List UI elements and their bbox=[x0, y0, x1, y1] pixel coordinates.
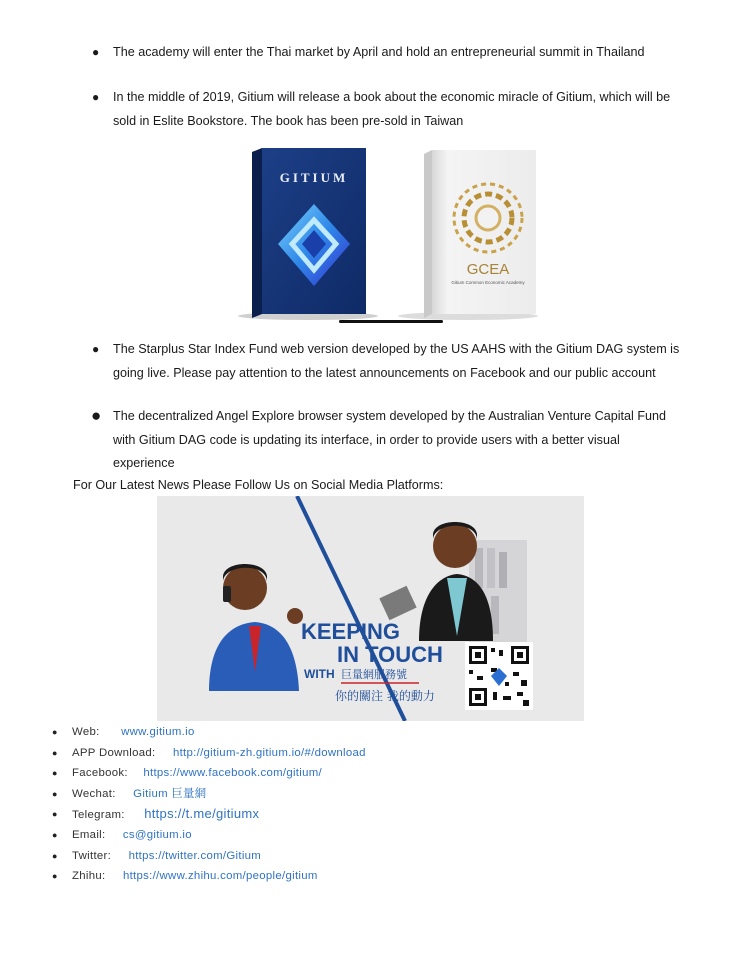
bullet-dot-icon: ● bbox=[52, 809, 58, 820]
bullet-text: The academy will enter the Thai market by April and hold an entrepreneurial summit in Thailand bbox=[113, 45, 645, 59]
link-item-twitter bbox=[52, 846, 366, 867]
bullet-item-thai-market bbox=[92, 41, 682, 65]
bullet-dot-icon: ● bbox=[92, 45, 100, 59]
web-link[interactable]: www.gitium.io bbox=[121, 726, 195, 738]
bullet-item-book-release bbox=[92, 86, 682, 133]
bullet-item-angel-explore bbox=[92, 405, 682, 476]
blue-book-title: GITIUM bbox=[279, 170, 349, 185]
social-links-list bbox=[52, 722, 366, 887]
banner-with: WITH bbox=[304, 667, 335, 681]
banner-line1: KEEPING bbox=[301, 619, 401, 644]
link-item-zhihu bbox=[52, 866, 366, 887]
qr-code-icon bbox=[465, 642, 533, 710]
bullet-text: In the middle of 2019, Gitium will release a book about the economic miracle of Gitium, which will be sold in Eslite Bookstore. The book has been pre-sold in Taiwan bbox=[113, 90, 671, 128]
link-item-wechat bbox=[52, 784, 366, 805]
follow-heading: For Our Latest News Please Follow Us on Social Media Platforms: bbox=[73, 478, 444, 492]
twitter-link[interactable]: https://twitter.com/Gitium bbox=[128, 849, 262, 862]
bullet-dot-icon: ● bbox=[52, 829, 58, 840]
bullet-dot-icon: ● bbox=[52, 768, 58, 779]
link-label: Zhihu: bbox=[72, 870, 106, 883]
email-link[interactable]: cs@gitium.io bbox=[122, 828, 192, 841]
gcea-subtitle: Gitium Common Economic Academy bbox=[451, 280, 525, 285]
facebook-link[interactable]: https://www.facebook.com/gitium/ bbox=[143, 767, 322, 780]
link-item-telegram bbox=[52, 804, 366, 825]
bullet-dot-icon: ● bbox=[92, 342, 100, 356]
bullet-text: The decentralized Angel Explore browser system developed by the Australian Venture Capital Fund with Gitium DAG code is updating its interface, in order to provide users with a better visual experience bbox=[113, 409, 667, 470]
gcea-book bbox=[424, 150, 536, 318]
banner-slogan: 你的關注 我的動力 bbox=[335, 689, 435, 703]
link-label: Twitter: bbox=[72, 849, 112, 862]
bullet-text: The Starplus Star Index Fund web version developed by the US AAHS with the Gitium DAG system is going live. Please pay attention to the latest announcements on Facebook and our public account bbox=[113, 342, 680, 380]
app-download-link[interactable]: http://gitium-zh.gitium.io/#/download bbox=[172, 746, 366, 759]
bullet-dot-icon: ● bbox=[52, 788, 58, 799]
telegram-link[interactable]: https://t.me/gitiumx bbox=[144, 806, 260, 822]
wechat-link[interactable]: Gitium 巨量網 bbox=[133, 787, 207, 800]
bullet-item-starplus bbox=[92, 338, 682, 385]
books-image bbox=[238, 146, 548, 328]
image-divider bbox=[339, 320, 443, 323]
banner-with-cn: 巨量網服務號 bbox=[341, 668, 407, 681]
bullet-dot-icon: ● bbox=[52, 747, 58, 758]
gcea-logo-text: GCEA bbox=[466, 261, 510, 278]
bullet-dot-icon: ● bbox=[91, 406, 102, 425]
link-label: APP Download: bbox=[72, 746, 156, 759]
banner-line2: IN TOUCH bbox=[337, 642, 443, 667]
bullet-dot-icon: ● bbox=[52, 871, 58, 882]
link-label: Email: bbox=[72, 828, 106, 841]
gitium-book bbox=[252, 148, 366, 318]
link-item-facebook bbox=[52, 763, 366, 784]
bullet-dot-icon: ● bbox=[52, 727, 58, 737]
link-label: Web: bbox=[72, 726, 100, 738]
link-item-app bbox=[52, 743, 366, 764]
link-label: Telegram: bbox=[72, 809, 125, 822]
zhihu-link[interactable]: https://www.zhihu.com/people/gitium bbox=[122, 870, 318, 883]
keeping-in-touch-banner bbox=[157, 496, 584, 721]
link-label: Facebook: bbox=[72, 767, 128, 780]
bullet-dot-icon: ● bbox=[52, 850, 58, 861]
link-label: Wechat: bbox=[72, 787, 116, 800]
link-item-email bbox=[52, 825, 366, 846]
bullet-dot-icon: ● bbox=[92, 90, 100, 104]
link-item-web bbox=[52, 722, 366, 743]
